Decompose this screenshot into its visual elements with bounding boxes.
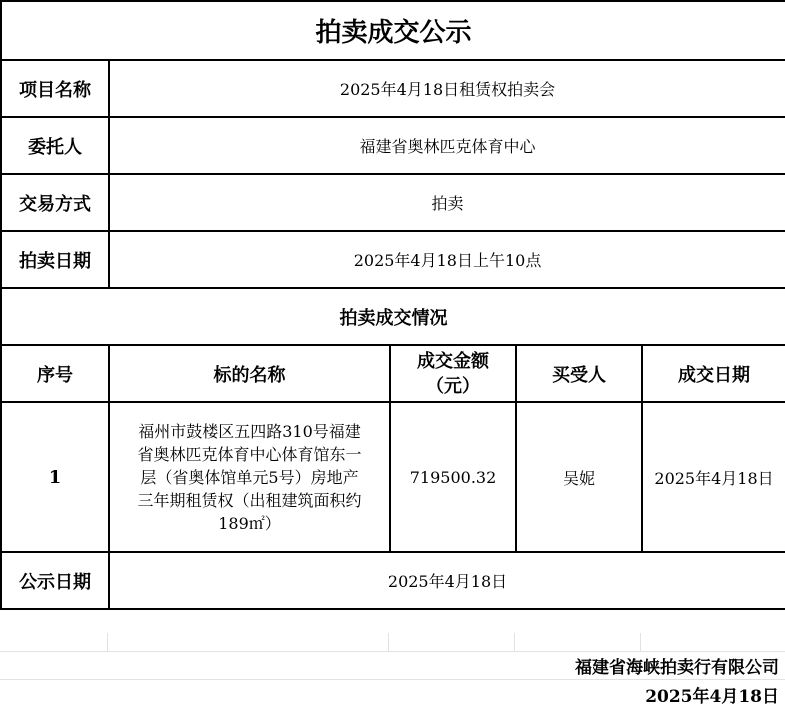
col-header-buyer: 买受人: [516, 345, 642, 402]
row-amount: 719500.32: [390, 402, 516, 552]
divider: [0, 651, 785, 652]
page-title: 拍卖成交公示: [1, 1, 785, 60]
row-subject-line: 福州市鼓楼区五四路310号福建: [138, 421, 361, 441]
footer-date: 2025年4月18日: [645, 687, 779, 707]
section-title: 拍卖成交情况: [1, 288, 785, 345]
row-subject-line: 层（省奥体馆单元5号）房地产: [140, 467, 359, 487]
trade-method-label: 交易方式: [1, 174, 109, 231]
col-header-amount-line2: （元）: [426, 375, 480, 397]
row-subject-line: 189㎡）: [218, 513, 281, 533]
row-no: 1: [1, 402, 109, 552]
col-header-date: 成交日期: [642, 345, 785, 402]
row-date: 2025年4月18日: [642, 402, 785, 552]
auction-date-label: 拍卖日期: [1, 231, 109, 288]
client-value: 福建省奥林匹克体育中心: [109, 117, 785, 174]
project-name-value: 2025年4月18日租赁权拍卖会: [109, 60, 785, 117]
notice-date-label: 公示日期: [1, 552, 109, 609]
col-header-amount: [390, 345, 516, 402]
client-label: 委托人: [1, 117, 109, 174]
notice-date-value: 2025年4月18日: [109, 552, 785, 609]
table-row: [1, 402, 785, 552]
row-subject-line: 省奥林匹克体育中心体育馆东一: [137, 444, 362, 464]
trade-method-value: 拍卖: [109, 174, 785, 231]
row-subject: [109, 402, 390, 552]
col-header-no: 序号: [1, 345, 109, 402]
project-name-label: 项目名称: [1, 60, 109, 117]
col-header-subject: 标的名称: [109, 345, 390, 402]
col-header-amount-line1: 成交金额: [417, 350, 489, 372]
blank-grid-row: [0, 633, 785, 651]
row-subject-line: 三年期租赁权（出租建筑面积约: [137, 490, 362, 510]
divider: [0, 679, 785, 680]
auction-date-value: 2025年4月18日上午10点: [109, 231, 785, 288]
row-buyer: 吴妮: [516, 402, 642, 552]
company-name: 福建省海峡拍卖行有限公司: [575, 658, 779, 678]
